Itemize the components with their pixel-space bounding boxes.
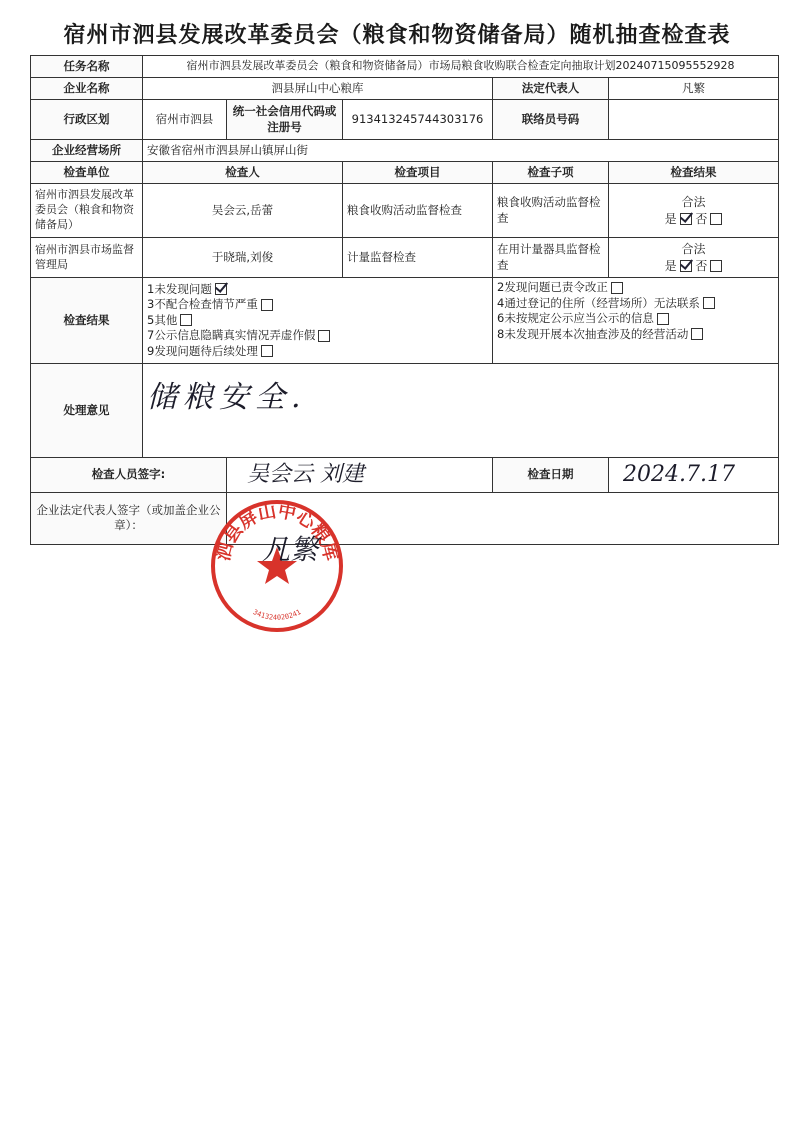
region-label: 行政区划 <box>31 100 143 140</box>
result-header: 检查结果 <box>609 162 779 184</box>
address-value: 安徽省宿州市泗县屏山镇屏山街 <box>143 140 779 162</box>
option-4-checkbox[interactable] <box>703 297 715 309</box>
result-2-yes-label: 是 <box>664 258 677 273</box>
result-2-yes-checkbox[interactable] <box>680 260 692 272</box>
inspection-row-1 <box>31 184 779 238</box>
option-7: 7公示信息隐瞒真实情况弄虚作假 <box>147 328 488 344</box>
inspector-1: 吴会云,岳蕾 <box>143 184 343 238</box>
result-1-yes-label: 是 <box>664 211 677 226</box>
item-1: 粮食收购活动监督检查 <box>343 184 493 238</box>
task-name-value: 宿州市泗县发展改革委员会（粮食和物资储备局）市场局粮食收购联合检查定向抽取计划20240715095552928 <box>143 56 779 78</box>
row-enterprise <box>31 78 779 100</box>
legal-rep-label: 法定代表人 <box>493 78 609 100</box>
option-5: 5其他 <box>147 313 488 329</box>
row-signature <box>31 458 779 493</box>
option-2-checkbox[interactable] <box>611 282 623 294</box>
result-2-label: 合法 <box>681 242 706 257</box>
row-result-options <box>31 278 779 364</box>
option-9: 9发现问题待后续处理 <box>147 344 488 360</box>
option-3: 3不配合检查情节严重 <box>147 297 488 313</box>
credit-code-label: 统一社会信用代码或注册号 <box>227 100 343 140</box>
option-3-checkbox[interactable] <box>261 299 273 311</box>
seal-code: 341324020241 <box>251 608 303 622</box>
option-2: 2发现问题已责令改正 <box>497 280 774 296</box>
result-options-right <box>493 278 779 364</box>
option-5-checkbox[interactable] <box>180 314 192 326</box>
credit-code-value: 913413245744303176 <box>343 100 493 140</box>
row-address <box>31 140 779 162</box>
result-1 <box>609 184 779 238</box>
option-7-checkbox[interactable] <box>318 330 330 342</box>
row-task-name <box>31 56 779 78</box>
task-name-label: 任务名称 <box>31 56 143 78</box>
opinion-handwriting: 储粮安全. <box>143 364 779 458</box>
result-1-no-label: 否 <box>695 211 708 226</box>
option-6: 6未按规定公示应当公示的信息 <box>497 311 774 327</box>
liaison-label: 联络员号码 <box>493 100 609 140</box>
row-opinion <box>31 364 779 458</box>
inspect-unit-2: 宿州市泗县市场监督管理局 <box>31 238 143 278</box>
option-1-checkbox[interactable] <box>215 283 227 295</box>
inspection-form <box>30 55 779 545</box>
subitem-2: 在用计量器具监督检查 <box>493 238 609 278</box>
inspect-unit-1: 宿州市泗县发展改革委员会（粮食和物资储备局） <box>31 184 143 238</box>
inspector-signature: 吴会云 刘建 <box>227 458 493 493</box>
option-9-checkbox[interactable] <box>261 345 273 357</box>
enterprise-name-label: 企业名称 <box>31 78 143 100</box>
row-inspect-header <box>31 162 779 184</box>
result-2-no-checkbox[interactable] <box>710 260 722 272</box>
result-1-label: 合法 <box>681 195 706 210</box>
option-4: 4通过登记的住所（经营场所）无法联系 <box>497 296 774 312</box>
page-title: 宿州市泗县发展改革委员会（粮食和物资储备局）随机抽查检查表 <box>63 23 731 48</box>
inspect-date-value: 2024.7.17 <box>609 458 779 493</box>
row-region <box>31 100 779 140</box>
option-8: 8未发现开展本次抽查涉及的经营活动 <box>497 327 774 343</box>
row-legal-sign <box>31 492 779 544</box>
region-value: 宿州市泗县 <box>143 100 227 140</box>
liaison-value <box>609 100 779 140</box>
legal-signature: 凡繁 <box>262 533 319 566</box>
address-label: 企业经营场所 <box>31 140 143 162</box>
seal-text: 泗县屏山中心粮库 <box>212 500 342 564</box>
item-header: 检查项目 <box>343 162 493 184</box>
result-1-no-checkbox[interactable] <box>710 213 722 225</box>
result-1-yes-checkbox[interactable] <box>680 213 692 225</box>
result-2-no-label: 否 <box>695 258 708 273</box>
inspector-sign-label: 检查人员签字: <box>31 458 227 493</box>
option-1: 1未发现问题 <box>147 282 488 298</box>
result-options-left <box>143 278 493 364</box>
result-2 <box>609 238 779 278</box>
subitem-1: 粮食收购活动监督检查 <box>493 184 609 238</box>
inspect-date-label: 检查日期 <box>493 458 609 493</box>
enterprise-name-value: 泗县屏山中心粮库 <box>143 78 493 100</box>
option-6-checkbox[interactable] <box>657 313 669 325</box>
inspector-2: 于晓瑞,刘俊 <box>143 238 343 278</box>
option-8-checkbox[interactable] <box>691 328 703 340</box>
inspect-unit-header: 检查单位 <box>31 162 143 184</box>
item-2: 计量监督检查 <box>343 238 493 278</box>
legal-sign-label: 企业法定代表人签字（或加盖企业公章）： <box>31 492 227 544</box>
legal-rep-value: 凡繁 <box>609 78 779 100</box>
inspection-row-2 <box>31 238 779 278</box>
result-section-label: 检查结果 <box>31 278 143 364</box>
inspector-header: 检查人 <box>143 162 343 184</box>
subitem-header: 检查子项 <box>493 162 609 184</box>
opinion-label: 处理意见 <box>31 364 143 458</box>
